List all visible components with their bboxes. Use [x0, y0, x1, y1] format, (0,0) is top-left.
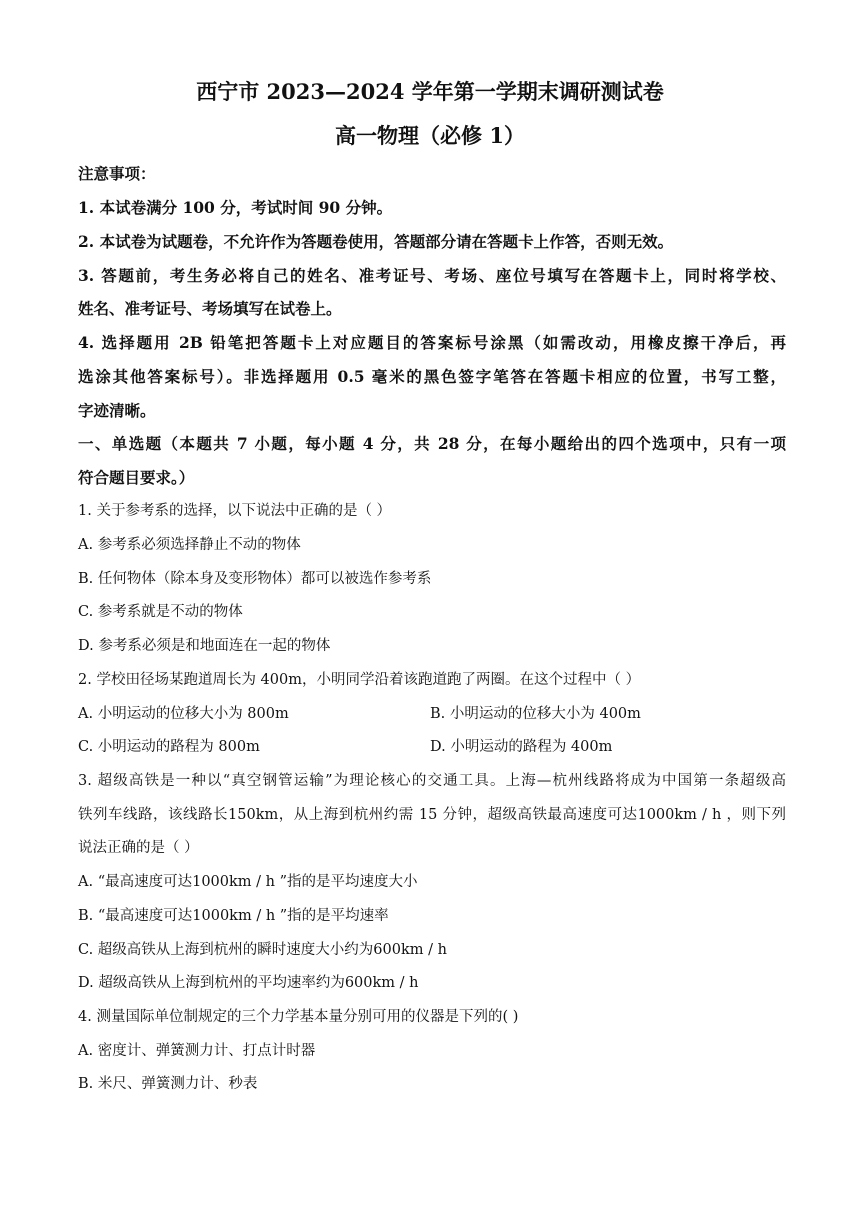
section-heading-cont: 符合题目要求。）	[78, 468, 195, 487]
question-3-stem-cont2: 说法正确的是（ ）	[78, 840, 199, 856]
question-1-option-a: A. 参考系必须选择静止不动的物体	[78, 537, 301, 553]
exam-subtitle: 高一物理（必修 1）	[335, 123, 525, 148]
question-1-option-c: C. 参考系就是不动的物体	[78, 604, 243, 620]
note-3-cont: 姓名、准考证号、考场填写在试卷上。	[78, 299, 342, 318]
question-1-stem: 1. 关于参考系的选择，以下说法中正确的是（ ）	[78, 503, 392, 519]
question-3-option-c: C. 超级高铁从上海到杭州的瞬时速度大小约为600km / h	[78, 942, 447, 958]
question-3-stem-cont: 铁列车线路，该线路长150km，从上海到杭州约需 15 分钟，超级高铁最高速度可达1000km / h ，则下列	[78, 807, 786, 823]
question-4-stem: 4. 测量国际单位制规定的三个力学基本量分别可用的仪器是下列的( )	[78, 1009, 519, 1025]
question-3-option-a: A. “最高速度可达1000km / h ”指的是平均速度大小	[78, 874, 418, 890]
note-1: 1. 本试卷满分 100 分，考试时间 90 分钟。	[78, 198, 393, 217]
question-2-option-a: A. 小明运动的位移大小为 800m	[78, 706, 289, 722]
note-2: 2. 本试卷为试题卷，不允许作为答题卷使用，答题部分请在答题卡上作答，否则无效。	[78, 232, 674, 251]
exam-title: 西宁市 2023—2024 学年第一学期末调研测试卷	[196, 79, 664, 104]
section-heading: 一、单选题（本题共 7 小题，每小题 4 分，共 28 分，在每小题给出的四个选项中，只有一项	[78, 434, 786, 453]
question-2-stem: 2. 学校田径场某跑道周长为 400m，小明同学沿着该跑道跑了两圈。在这个过程中（ ）	[78, 672, 641, 688]
question-2-option-b: B. 小明运动的位移大小为 400m	[430, 706, 641, 722]
question-4-option-b: B. 米尺、弹簧测力计、秒表	[78, 1076, 258, 1092]
note-4-cont2: 字迹清晰。	[78, 401, 156, 420]
question-3-option-d: D. 超级高铁从上海到杭州的平均速率约为600km / h	[78, 975, 419, 991]
question-4-option-a: A. 密度计、弹簧测力计、打点计时器	[78, 1043, 316, 1059]
question-2-option-d: D. 小明运动的路程为 400m	[430, 739, 613, 755]
question-3-option-b: B. “最高速度可达1000km / h ”指的是平均速率	[78, 908, 389, 924]
notes-heading: 注意事项：	[78, 164, 156, 183]
question-3-stem: 3. 超级高铁是一种以“真空钢管运输”为理论核心的交通工具。上海—杭州线路将成为中国第一条超级高	[78, 773, 786, 789]
question-2-option-c: C. 小明运动的路程为 800m	[78, 739, 260, 755]
question-1-option-d: D. 参考系必须是和地面连在一起的物体	[78, 638, 331, 654]
question-1-option-b: B. 任何物体（除本身及变形物体）都可以被选作参考系	[78, 571, 432, 587]
note-3: 3. 答题前，考生务必将自己的姓名、准考证号、考场、座位号填写在答题卡上，同时将学校、	[78, 266, 786, 285]
note-4-cont: 选涂其他答案标号）。非选择题用 0.5 毫米的黑色签字笔答在答题卡相应的位置，书写工整，	[78, 367, 786, 386]
note-4: 4. 选择题用 2B 铅笔把答题卡上对应题目的答案标号涂黑（如需改动，用橡皮擦干净后，再	[78, 333, 786, 352]
